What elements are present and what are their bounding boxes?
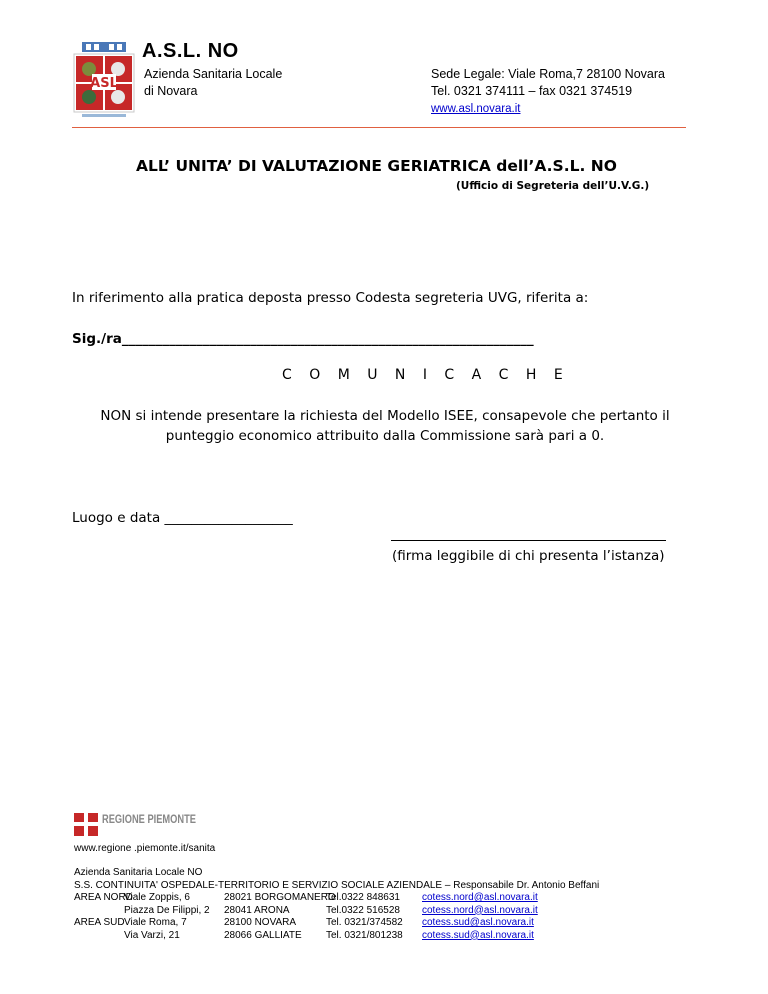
- regione-website: www.regione .piemonte.it/sanita: [74, 843, 216, 854]
- email-link[interactable]: cotess.sud@asl.novara.it: [422, 917, 534, 928]
- org-subtitle-line2: di Novara: [144, 84, 198, 98]
- address-line: Sede Legale: Viale Roma,7 28100 Novara: [431, 67, 665, 81]
- street-address: Piazza De Filippi, 2: [124, 904, 210, 916]
- area-label: [74, 905, 124, 918]
- area-label: AREA NORD: [74, 892, 133, 903]
- website-link[interactable]: www.asl.novara.it: [431, 103, 521, 115]
- regione-piemonte-logo: [74, 812, 198, 838]
- statement-paragraph: [72, 406, 698, 446]
- org-subtitle: [144, 66, 282, 100]
- org-address: [431, 66, 665, 118]
- footer-contact-row: [74, 930, 599, 943]
- footer-block: [74, 867, 599, 942]
- comunica-heading: C O M U N I C A C H E: [282, 367, 570, 383]
- place-date-field: Luogo e data ___________________: [72, 510, 293, 526]
- svg-text:ASL: ASL: [90, 76, 118, 91]
- phone: Tel. 0321/801238: [326, 929, 403, 941]
- footer-service: S.S. CONTINUITA' OSPEDALE-TERRITORIO E SERVIZIO SOCIALE AZIENDALE – Responsabile Dr. Antonio Beffani: [74, 879, 600, 891]
- statement-line: punteggio economico attribuito dalla Commissione sarà pari a 0.: [165, 428, 605, 444]
- org-subtitle-line1: Azienda Sanitaria Locale: [144, 67, 283, 81]
- intro-text: In riferimento alla pratica deposta presso Codesta segreteria UVG, riferita a:: [72, 290, 589, 306]
- phone: Tel.0322 848631: [326, 892, 400, 903]
- area-label: [74, 930, 124, 943]
- phone: Tel. 0321/374582: [326, 917, 403, 928]
- asl-logo: [72, 40, 136, 120]
- city: 28041 ARONA: [224, 904, 290, 916]
- regione-wordmark: REGIONE PIEMONTE: [102, 814, 197, 826]
- regione-emblem-icon: [74, 812, 198, 838]
- footer-contact-row: [74, 892, 599, 905]
- signature-line: [391, 540, 666, 541]
- city: 28100 NOVARA: [224, 917, 297, 928]
- footer-org: Azienda Sanitaria Locale NO: [74, 867, 203, 878]
- document-title: ALL’ UNITA’ DI VALUTAZIONE GERIATRICA dell’A.S.L. NO: [136, 157, 617, 175]
- header-divider: [72, 127, 686, 128]
- email-link[interactable]: cotess.sud@asl.novara.it: [422, 929, 534, 941]
- name-field-line: Sig./ra_____________________________________________________________: [72, 331, 534, 347]
- footer-contact-row: [74, 905, 599, 918]
- signature-caption: (firma leggibile di chi presenta l’istanza): [392, 548, 665, 564]
- area-label: AREA SUD: [74, 917, 125, 928]
- street-address: Viale Zoppis, 6: [124, 892, 190, 903]
- city: 28021 BORGOMANERO: [224, 892, 336, 903]
- city: 28066 GALLIATE: [224, 929, 302, 941]
- org-title: A.S.L. NO: [142, 40, 239, 62]
- phone: Tel.0322 516528: [326, 904, 400, 916]
- email-link[interactable]: cotess.nord@asl.novara.it: [422, 904, 538, 916]
- email-link[interactable]: cotess.nord@asl.novara.it: [422, 892, 538, 903]
- document-subtitle: (Ufficio di Segreteria dell’U.V.G.): [456, 180, 650, 192]
- phone-line: Tel. 0321 374111 – fax 0321 374519: [431, 84, 633, 98]
- street-address: Via Varzi, 21: [124, 929, 180, 941]
- street-address: Viale Roma, 7: [124, 917, 187, 928]
- footer-contact-row: [74, 917, 599, 930]
- statement-line: NON si intende presentare la richiesta del Modello ISEE, consapevole che pertanto il: [100, 408, 670, 424]
